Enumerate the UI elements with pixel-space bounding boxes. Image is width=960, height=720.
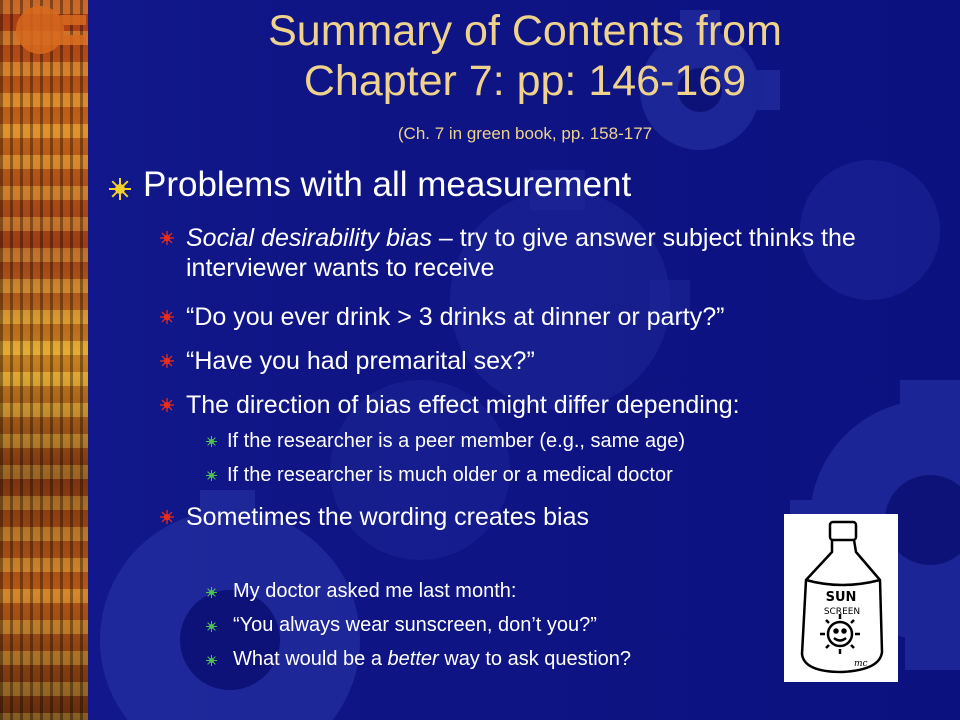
sub-list-item [233,647,793,671]
sunscreen-label-line-1: SUN [825,590,857,605]
sunburst-bullet-icon [206,655,217,666]
sunburst-bullet-icon [206,470,217,481]
slide-subtitle: (Ch. 7 in green book, pp. 158-177 [397,124,653,143]
list-item: Sometimes the wording creates bias [186,503,589,531]
sunburst-bullet-icon [206,621,217,632]
heading-problems-measurement: Problems with all measurement [143,165,632,204]
sunscreen-bottle-clipart [784,514,898,682]
title-line-2: Chapter 7: pp: 146-169 [303,57,747,105]
sunburst-bullet-icon [206,436,217,447]
sub-list-item: If the researcher is much older or a medical doctor [227,464,673,486]
sunburst-bullet-icon [160,231,174,245]
sunscreen-bottle-icon [784,514,898,682]
item-text: – try to give answer subject thinks the interviewer wants to receive [186,224,856,282]
sub-list-item: My doctor asked me last month: [233,580,517,602]
sub-list-item: If the researcher is a peer member (e.g., same age) [227,430,685,452]
sunburst-bullet-icon [109,178,131,200]
list-item: “Do you ever drink > 3 drinks at dinner or party?” [186,303,725,331]
sunburst-bullet-icon [160,398,174,412]
title-line-1: Summary of Contents from [268,7,782,55]
sunburst-bullet-icon [160,310,174,324]
question-text-emphasis: better [387,648,439,670]
term-social-desirability: Social desirability bias [186,224,432,252]
artist-signature: mc [854,659,868,669]
sunscreen-label-line-2: SCREEN [823,607,861,617]
sunburst-bullet-icon [160,510,174,524]
question-text-post: way to ask question? [438,648,632,670]
list-item [186,223,906,283]
question-text-pre: What would be a [233,648,388,670]
sub-list-item: “You always wear sunscreen, don’t you?” [233,614,597,636]
list-item: The direction of bias effect might differ depending: [186,391,740,419]
list-item: “Have you had premarital sex?” [186,347,535,375]
slide-title [130,6,920,106]
sunburst-bullet-icon [206,587,217,598]
sunburst-bullet-icon [160,354,174,368]
